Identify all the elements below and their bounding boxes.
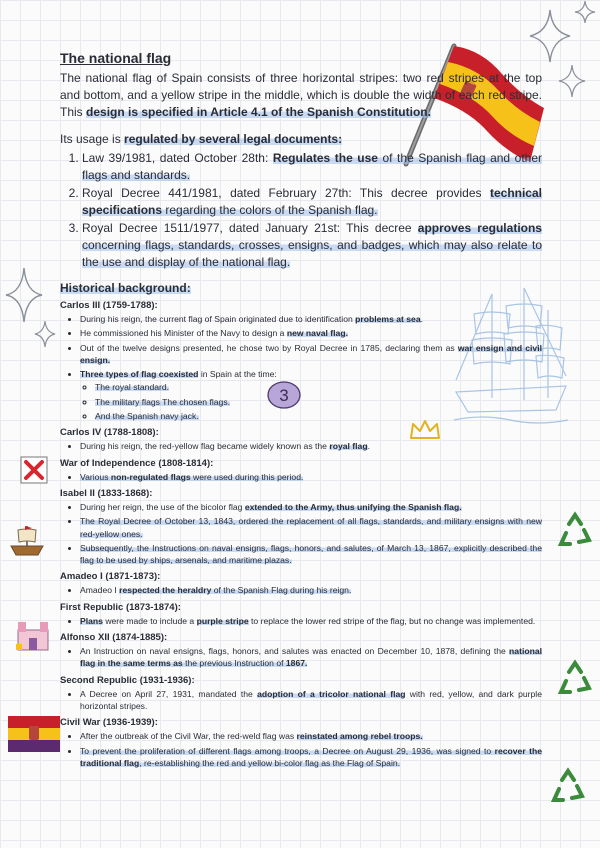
list-item: [80, 313, 542, 325]
item-text: were made to include a: [102, 615, 197, 626]
bullet-list: [60, 730, 542, 769]
item-bold: extended to the Army, thus unifying the Spanish flag.: [244, 501, 462, 512]
sub-item-text: The royal standard.: [95, 382, 170, 393]
section-title: Isabel II (1833-1868):: [60, 487, 153, 499]
law-bold: approves regulations: [417, 221, 542, 235]
sub-list-item: [95, 381, 542, 393]
cross-mark-icon: [18, 452, 50, 486]
item-bold: 1867.: [285, 658, 308, 669]
intro-text: The national flag of Spain consists of three horizontal stripes: two red stripes at the top and bottom, and a yellow stripe in the middle, which is double the width of each red stripe. This: [60, 71, 542, 119]
bullet-list: [60, 645, 542, 670]
item-text: After the outbreak of the Civil War, the red-weld flag was: [80, 731, 297, 742]
recycle-icon: [548, 766, 588, 810]
law-text: of the Spanish flag and other flags and standards.: [82, 151, 542, 182]
sub-list: [80, 381, 542, 422]
item-text: During his reign, the current flag of Spain originated due to identification: [80, 314, 356, 324]
galleon-icon: [8, 522, 46, 560]
sparkle-icon: [558, 64, 586, 98]
law-bold: technical specifications: [82, 186, 542, 217]
bullet-list: [60, 615, 542, 627]
item-bold: Plans: [80, 615, 103, 626]
section-title: Amadeo I (1871-1873):: [60, 571, 161, 583]
item-text: to replace the lower red stripe of the flag, but no change was implemented.: [248, 615, 536, 626]
sparkle-icon: [34, 320, 56, 348]
item-bold: recover the traditional flag: [80, 745, 542, 768]
section-carlos-iii: [60, 299, 542, 422]
bullet-list: [60, 313, 542, 422]
item-bold: royal flag: [329, 441, 368, 452]
bullet-list: [60, 440, 542, 452]
item-text: were used during this period.: [190, 471, 304, 482]
sub-item-text: And the Spanish navy jack.: [95, 411, 199, 422]
list-item: [82, 185, 542, 219]
item-text: A Decree on April 27, 1931, mandated the: [80, 688, 258, 699]
document-body: [60, 50, 542, 769]
item-text: Amadeo I: [80, 585, 120, 596]
law-text: Royal Decree 441/1981, dated February 27th: This decree provides: [82, 186, 490, 200]
section-first-republic: [60, 601, 542, 627]
law-text: concerning flags, standards, crosses, ensigns, and badges, which may also relate to the use and display of the national flag.: [82, 238, 542, 269]
sub-list-item: [95, 396, 542, 408]
list-item: [80, 501, 542, 513]
section-title: Civil War (1936-1939):: [60, 717, 158, 729]
section-title: Carlos III (1759-1788):: [60, 300, 158, 311]
item-bold: reinstated among rebel troops.: [296, 731, 423, 742]
section-heading: [60, 281, 542, 295]
item-text: The Royal Decree of October 13, 1843, ordered the replacement of all flags, standards, and military ensigns with new red-yellow ones.: [80, 516, 542, 539]
section-civil-war: [60, 716, 542, 769]
law-text: regarding the colors of the Spanish flag.: [162, 203, 378, 217]
item-bold: purple stripe: [196, 615, 249, 626]
list-item: [82, 220, 542, 271]
item-bold: Three types of flag coexisted: [80, 369, 199, 380]
item-text: During her reign, the use of the bicolor flag: [80, 501, 245, 512]
item-bold: war ensign and civil ensign.: [80, 342, 542, 365]
item-text: Various: [80, 471, 111, 482]
intro-bold: design is specified in Article 4.1 of the Spanish Constitution.: [86, 105, 431, 119]
list-item: [80, 584, 542, 596]
recycle-icon: [556, 510, 594, 554]
item-bold: adoption of a tricolor national flag: [257, 688, 406, 699]
section-isabel-ii: [60, 487, 542, 566]
list-item: [82, 150, 542, 184]
law-text: Royal Decree 1511/1977, dated January 21st: This decree: [82, 221, 418, 235]
sparkle-icon: [574, 0, 596, 24]
republic-flag-icon: [8, 716, 60, 752]
item-bold: national flag in the same terms as: [80, 646, 542, 669]
item-text: During his reign, the red-yellow flag became widely known as the: [80, 441, 330, 452]
item-text: .: [367, 441, 370, 452]
section-second-republic: [60, 674, 542, 713]
item-text: He commissioned his Minister of the Navy to design a: [80, 328, 287, 339]
intro-paragraph: [60, 70, 542, 121]
section-war-of-independence: [60, 457, 542, 483]
badge-number: 3: [279, 386, 289, 405]
section-title: Second Republic (1931-1936):: [60, 674, 195, 686]
section-title: First Republic (1873-1874):: [60, 601, 181, 613]
item-text: To prevent the proliferation of different flags among troops, a Decree on August 29, 1936, was signed to: [80, 745, 495, 756]
list-item: [80, 440, 542, 452]
list-item: [80, 471, 542, 483]
section-alfonso-xii: [60, 631, 542, 670]
sparkle-icon: [4, 266, 44, 324]
list-item: [80, 342, 542, 367]
list-item: [80, 615, 542, 627]
page-title: The national flag: [60, 50, 172, 66]
item-text: of the Spanish Flag during his reign.: [211, 585, 352, 596]
item-text: , re-establishing the red and yellow bi-color flag as the Flag of Spain.: [139, 757, 401, 768]
item-text: An Instruction on naval ensigns, flags, honors, and salutes was enacted on December 10, 1878, defining the: [80, 646, 510, 657]
item-text: Subsequently, the Instructions on naval ensigns, flags, honors, and salutes, of March 13, 1867, explicitly described the flag to be used by ships, arsenals, and maritime plazas.: [80, 542, 542, 566]
item-text: Out of the twelve designs presented, he chose two by Royal Decree in 1785, declaring them as: [80, 342, 458, 353]
item-bold: problems at sea: [355, 314, 421, 324]
item-text: in Spain at the time:: [198, 369, 277, 380]
section-carlos-iv: [60, 426, 542, 452]
castle-icon: [14, 618, 52, 652]
sub-item-text: The military flags The chosen flags.: [95, 396, 231, 407]
law-bold: Regulates the use: [272, 151, 378, 165]
usage-paragraph: [60, 131, 542, 148]
item-text: .: [420, 314, 423, 324]
usage-bold: regulated by several legal documents:: [124, 132, 343, 146]
item-text: with red, yellow, and dark purple horizontal stripes.: [80, 688, 542, 711]
item-text: the previous Instruction of: [182, 658, 286, 669]
sub-list-item: [95, 410, 542, 422]
list-item: [80, 327, 542, 339]
usage-text: Its usage is: [60, 132, 125, 146]
section-title: War of Independence (1808-1814):: [60, 457, 214, 469]
list-item: [80, 515, 542, 540]
history-title: Historical background:: [60, 281, 191, 295]
section-title: Alfonso XII (1874-1885):: [60, 632, 168, 644]
section-title: Carlos IV (1788-1808):: [60, 427, 159, 439]
bullet-list: [60, 584, 542, 596]
bullet-list: [60, 501, 542, 566]
list-item: [80, 542, 542, 567]
item-bold: non-regulated flags: [110, 471, 191, 482]
bullet-list: [60, 688, 542, 713]
item-bold: respected the heraldry: [119, 585, 212, 596]
laws-list: [60, 150, 542, 271]
bullet-list: [60, 471, 542, 483]
list-item: [80, 745, 542, 770]
list-item: [80, 730, 542, 742]
recycle-icon: [556, 658, 594, 702]
law-text: Law 39/1981, dated October 28th:: [82, 151, 273, 165]
list-item: [80, 645, 542, 670]
item-bold: new naval flag.: [286, 328, 348, 339]
list-item: [80, 368, 542, 422]
section-amadeo-i: [60, 570, 542, 596]
list-item: [80, 688, 542, 713]
